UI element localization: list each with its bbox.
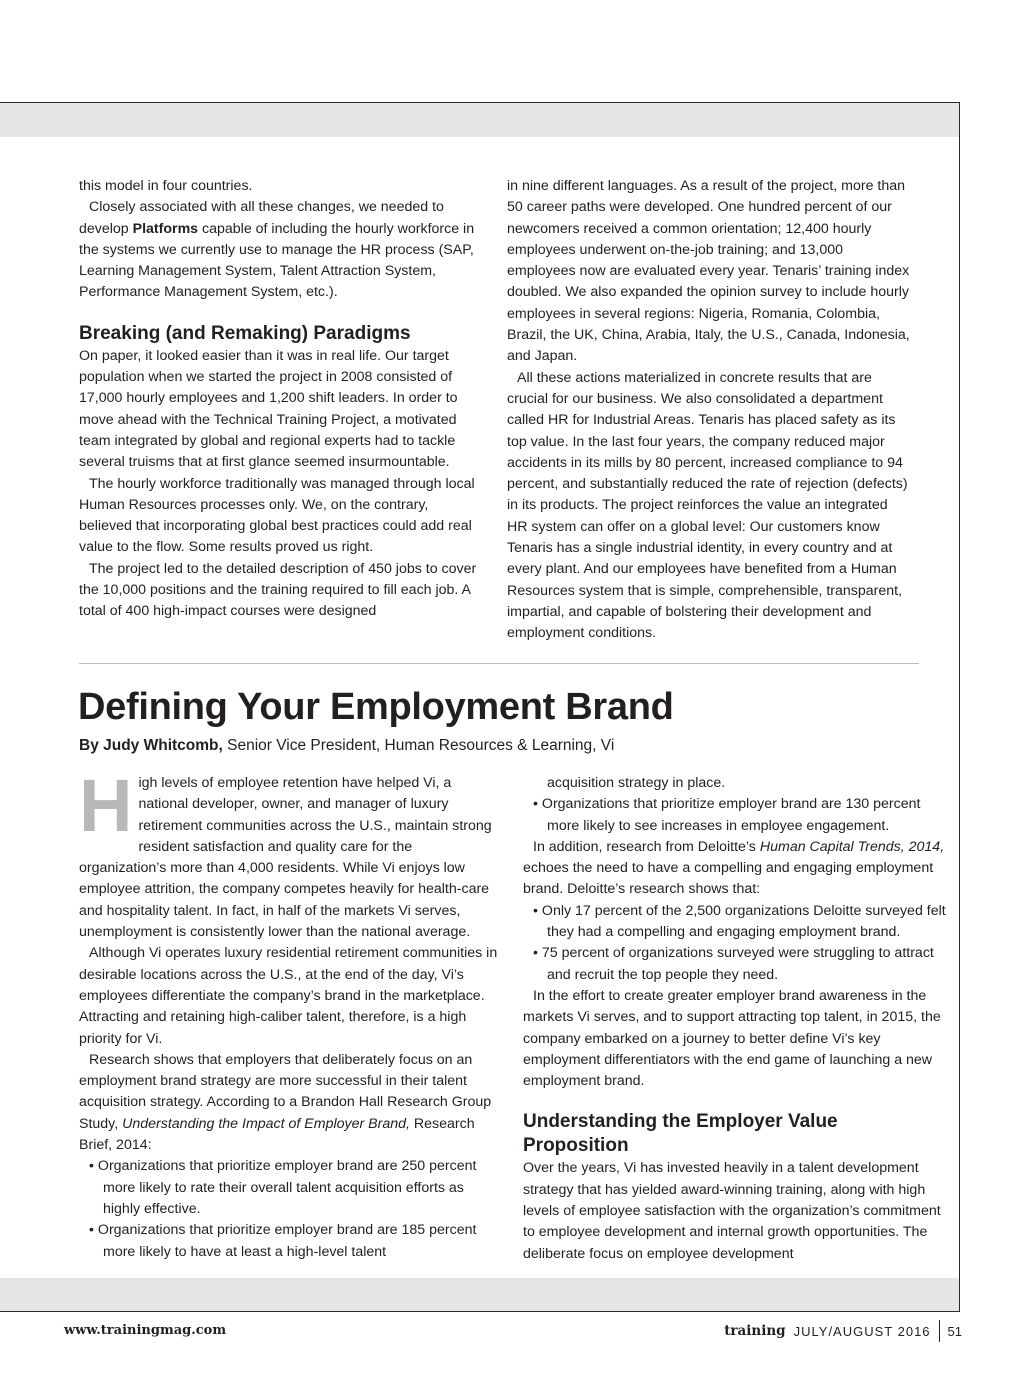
- paragraph: this model in four countries.: [79, 178, 253, 194]
- paragraph: Over the years, Vi has invested heavily in a talent development strategy that has yielded award-winning training, along with high levels of employee satisfaction with the organization’s commitment to employee development and internal growth opportunities. The deliberate focus on employee development: [523, 1160, 941, 1262]
- article2-column-left: [79, 764, 503, 1263]
- footer-info: [724, 1320, 962, 1342]
- byline: [79, 735, 614, 757]
- footer-separator: [939, 1320, 940, 1342]
- paragraph: Research shows that employers that deliberately focus on an employment brand strategy are more successful in their talent acquisition strategy. According to a Brandon Hall Research Group Study, Understanding the Impact of Employer Brand, Research Brief, 2014:: [79, 1051, 492, 1154]
- section-heading: Understanding the Employer Value Proposition: [523, 1111, 838, 1157]
- bottom-band: [0, 1278, 959, 1311]
- bullet-item: • Only 17 percent of the 2,500 organizations Deloitte surveyed felt they had a compelling and engaging employment brand.: [533, 902, 946, 941]
- article-divider: [79, 663, 919, 664]
- article1-column-right: [507, 176, 912, 645]
- bullet-item: • Organizations that prioritize employer brand are 250 percent more likely to rate their overall talent acquisition efforts as highly effective.: [89, 1158, 477, 1217]
- paragraph: On paper, it looked easier than it was in real life. Our target population when we started the project in 2008 consisted of 17,000 hourly employees and 1,200 shift leaders. In order to move ahead with the Technical Training Project, a motivated team integrated by global and regional experts had to tackle several truisms that at first glance seemed insurmountable.: [79, 347, 458, 471]
- page-number: 51: [947, 1323, 962, 1339]
- author-role: Senior Vice President, Human Resources & Learning, Vi: [222, 737, 615, 754]
- author-name: By Judy Whitcomb,: [79, 737, 223, 754]
- bold-term: Platforms: [132, 220, 199, 237]
- article-title: Defining Your Employment Brand: [78, 686, 674, 728]
- paragraph: Closely associated with all these changes, we needed to develop Platforms capable of including the hourly workforce in the systems we currently use to manage the HR process (SAP, Learning Management System, Talent Attraction System, Performance Management System, etc.).: [79, 199, 475, 301]
- drop-cap: H: [79, 764, 133, 847]
- magazine-name: training: [724, 1323, 786, 1339]
- article2-column-right: [523, 773, 948, 1265]
- paragraph: The project led to the detailed description of 450 jobs to cover the 10,000 positions and the training required to fill each job. A total of 400 high-impact courses were designed: [79, 560, 477, 620]
- paragraph: High levels of employee retention have helped Vi, a national developer, owner, and manager of luxury retirement communities across the U.S., maintain strong resident satisfaction and quality care for the organization’s more than 4,000 residents. While Vi enjoys low employee attrition, the company competes heavily for health-care and hospitality talent. In fact, in half of the markets Vi serves, unemployment is consistently lower than the national average.: [79, 764, 492, 941]
- bullet-continuation: acquisition strategy in place.: [547, 775, 726, 791]
- paragraph: Although Vi operates luxury residential retirement communities in desirable locations across the U.S., at the end of the day, Vi’s employees differentiate the company’s brand in the marketplace. Attracting and retaining high-caliber talent, therefore, is a high priority for Vi.: [79, 945, 498, 1047]
- paragraph: In addition, research from Deloitte’s Human Capital Trends, 2014, echoes the need to have a compelling and engaging employment brand. Deloitte’s research shows that:: [523, 838, 945, 898]
- issue-date: JULY/AUGUST 2016: [793, 1323, 931, 1339]
- bullet-item: • 75 percent of organizations surveyed were struggling to attract and recruit the top people they need.: [533, 945, 934, 983]
- paragraph: In the effort to create greater employer brand awareness in the markets Vi serves, and to support attracting top talent, in 2015, the company embarked on a journey to better define Vi’s key employment differentiators with the end game of launching a new employment brand.: [523, 987, 941, 1090]
- paragraph: in nine different languages. As a result of the project, more than 50 career paths were developed. One hundred percent of our newcomers received a common orientation; 12,400 hourly employees underwent on-the-job training; and 13,000 employees now are evaluated every year. Tenaris’ training index doubled. We also expanded the opinion survey to include hourly employees in several regions: Nigeria, Romania, Colombia, Brazil, the UK, China, Arabia, Italy, the U.S., Canada, Indonesia, and Japan.: [507, 178, 910, 365]
- article1-column-left: [79, 176, 479, 623]
- bullet-item: • Organizations that prioritize employer brand are 130 percent more likely to see increases in employee engagement.: [533, 796, 921, 834]
- top-band: [0, 103, 959, 137]
- footer-url: www.trainingmag.com: [64, 1323, 227, 1338]
- bullet-item: • Organizations that prioritize employer brand are 185 percent more likely to have at least a high-level talent: [89, 1222, 477, 1260]
- paragraph: All these actions materialized in concrete results that are crucial for our business. We also consolidated a department called HR for Industrial Areas. Tenaris has placed safety as its top value. In the last four years, the company reduced major accidents in its mills by 80 percent, increased compliance to 94 percent, and substantially reduced the rate of rejection (defects) in its products. The project reinforces the value an integrated HR system can offer on a global level: Our customers know Tenaris has a single industrial identity, in every country and at every plant. And our employees have benefited from a Human Resources system that is simple, comprehensible, transparent, impartial, and capable of bolstering their development and employment conditions.: [507, 369, 908, 642]
- paragraph: The hourly workforce traditionally was managed through local Human Resources processes only. We, on the contrary, believed that incorporating global best practices could add real value to the flow. Some results proved us right.: [79, 475, 475, 556]
- section-heading: Breaking (and Remaking) Paradigms: [79, 322, 411, 344]
